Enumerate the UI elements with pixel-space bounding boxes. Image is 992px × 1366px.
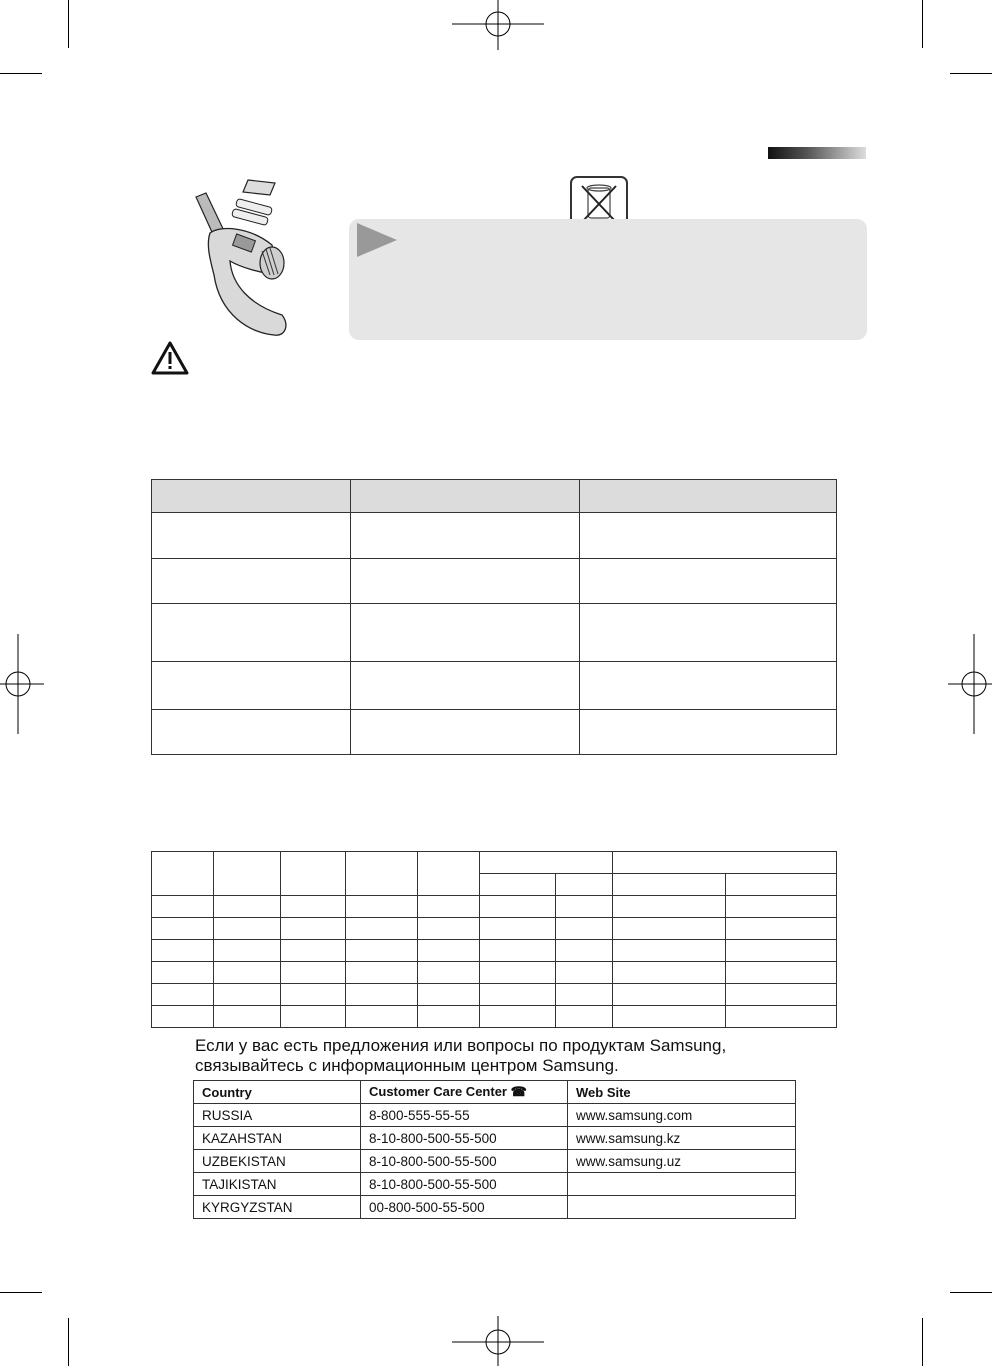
note-arrow-icon (357, 223, 397, 257)
note-box (349, 219, 867, 340)
country-cell: KAZAHSTAN (194, 1127, 361, 1150)
phone-cell: 8-800-555-55-55 (361, 1104, 568, 1127)
table-row (152, 662, 837, 710)
crop-mark (68, 0, 69, 48)
table-header-row (152, 852, 837, 874)
handle-battery-illustration (190, 175, 295, 340)
country-cell: TAJIKISTAN (194, 1173, 361, 1196)
crop-mark (950, 73, 992, 74)
table-header-cell (152, 480, 351, 513)
web-cell (568, 1173, 796, 1196)
crop-mark (922, 0, 923, 48)
country-cell: KYRGYZSTAN (194, 1196, 361, 1219)
specifications-table (151, 851, 837, 1028)
section-gradient-bar (768, 147, 866, 159)
table-row (152, 513, 837, 559)
registration-mark-top (452, 0, 544, 50)
contact-row (194, 1196, 796, 1219)
contact-row (194, 1127, 796, 1150)
troubleshooting-table (151, 479, 837, 755)
table-row (152, 962, 837, 984)
web-site-header: Web Site (568, 1081, 796, 1104)
country-cell: RUSSIA (194, 1104, 361, 1127)
table-row (152, 984, 837, 1006)
table-row (152, 604, 837, 662)
crop-mark (0, 73, 42, 74)
country-cell: UZBEKISTAN (194, 1150, 361, 1173)
registration-mark-bottom (452, 1316, 544, 1366)
table-row (152, 896, 837, 918)
table-header-cell (351, 480, 580, 513)
phone-cell: 8-10-800-500-55-500 (361, 1173, 568, 1196)
phone-cell: 8-10-800-500-55-500 (361, 1150, 568, 1173)
table-row (152, 710, 837, 755)
country-header: Country (194, 1081, 361, 1104)
table-header-row (152, 480, 837, 513)
table-row (152, 1006, 837, 1028)
web-cell (568, 1196, 796, 1219)
table-row (152, 940, 837, 962)
contact-header-row (194, 1081, 796, 1104)
phone-cell: 8-10-800-500-55-500 (361, 1127, 568, 1150)
contact-intro-line2: связывайтесь с информационным центром Samsung. (195, 1056, 619, 1075)
crop-mark (0, 1292, 42, 1293)
contact-table (193, 1080, 796, 1219)
contact-intro (195, 1036, 815, 1076)
crop-mark (922, 1318, 923, 1366)
care-center-header: Customer Care Center ☎ (361, 1081, 568, 1104)
contact-row (194, 1150, 796, 1173)
contact-row (194, 1173, 796, 1196)
table-header-cell (580, 480, 837, 513)
web-cell[interactable]: www.samsung.kz (568, 1127, 796, 1150)
web-cell[interactable]: www.samsung.com (568, 1104, 796, 1127)
contact-row (194, 1104, 796, 1127)
table-row (152, 918, 837, 940)
crop-mark (68, 1318, 69, 1366)
registration-mark-right (948, 634, 992, 734)
contact-intro-line1: Если у вас есть предложения или вопросы по продуктам Samsung, (195, 1036, 727, 1055)
warning-icon (150, 340, 190, 376)
registration-mark-left (0, 634, 44, 734)
table-row (152, 559, 837, 604)
web-cell[interactable]: www.samsung.uz (568, 1150, 796, 1173)
crop-mark (950, 1292, 992, 1293)
phone-cell: 00-800-500-55-500 (361, 1196, 568, 1219)
